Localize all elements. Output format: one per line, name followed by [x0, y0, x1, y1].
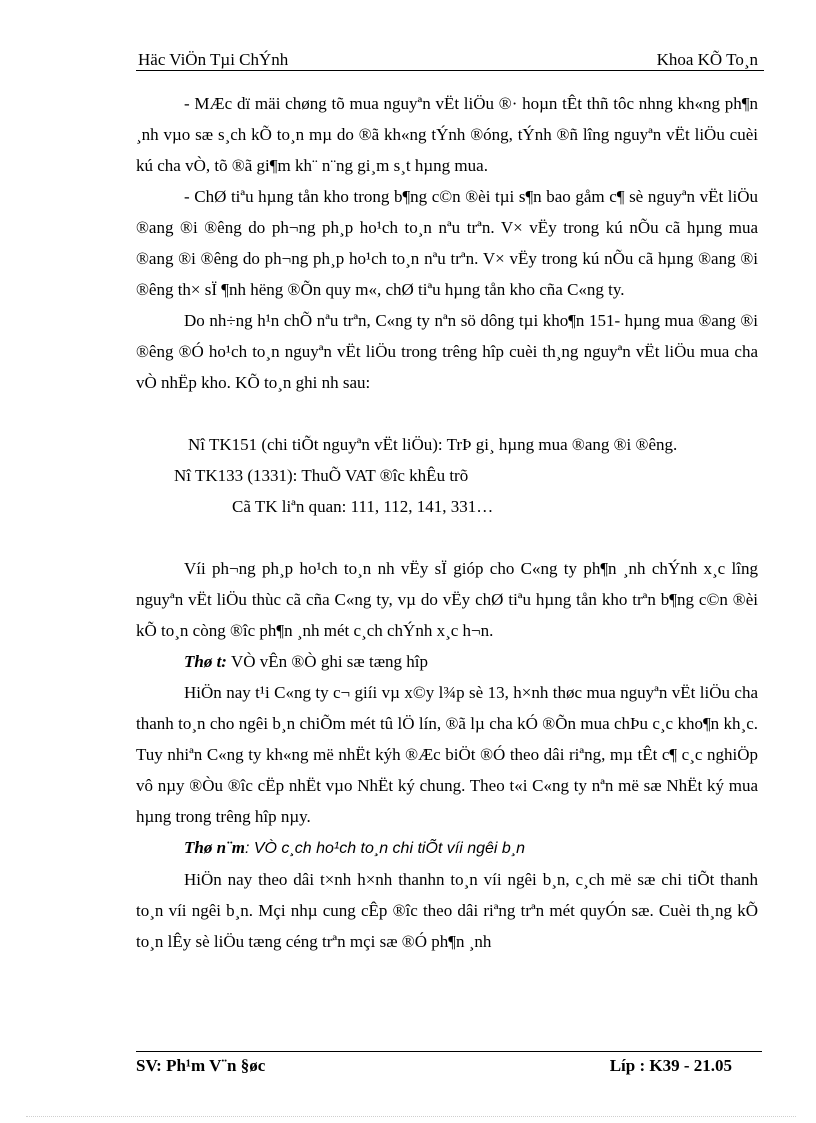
paragraph-1: - MÆc dï mäi chøng tõ mua nguyªn vËt liÖu ®· hoµn tÊt thñ tôc nhng kh«ng ph¶n ¸nh vµo sæ s¸ch kÕ to¸n mµ do ®ã kh«ng tÝnh ®óng, tÝnh ®ñ lîng nguyªn vËt liÖu cuèi kú cha vÒ, tõ ®ã gi¶m kh¨ n¨ng gi¸m s¸t hµng mua. — [136, 94, 758, 175]
section-heading-4 — [136, 646, 758, 677]
paragraph-5: HiÖn nay t¹i C«ng ty c¬ giíi vµ x©y l¾p sè 13, h×nh thøc mua nguyªn vËt liÖu cha thanh to¸n cho ngêi b¸n chiÕm mét tû lÖ lín, ®ã lµ cha kÓ ®Õn mua chÞu c¸c kho¶n kh¸c. Tuy nhiªn C«ng ty kh«ng më nhËt kýh ®Æc biÖt ®Ó theo dâi riªng, mµ tÊt c¶ c¸c nghiÖp vô nµy ®Òu ®îc cËp nhËt vµo NhËt ký chung. Theo t«i C«ng ty nªn më sæ NhËt ký mua hµng trong trêng hîp nµy. — [136, 683, 758, 826]
footer-divider — [136, 1051, 762, 1052]
page-header — [136, 46, 764, 72]
document-body — [136, 88, 758, 957]
paragraph-2: - ChØ tiªu hµng tån kho trong b¶ng c©n ®èi tµi s¶n bao gåm c¶ sè nguyªn vËt liÖu ®ang ®i ®êng do ph¬ng ph¸p ho¹ch to¸n nªu trªn. V× vËy trong kú nÕu cã hµng mua ®ang ®i ®êng do ph¬ng ph¸p ho¹ch to¸n nªu trªn. V× vËy trong kú nÕu cã hµng ®ang ®i ®êng th× sÏ ¶nh hëng ®Õn quy m«, chØ tiªu hµng tån kho cña C«ng ty. — [136, 187, 758, 299]
blank-line — [136, 398, 758, 429]
paragraph-4: Víi ph¬ng ph¸p ho¹ch to¸n nh vËy sÏ gióp cho C«ng ty ph¶n ¸nh chÝnh x¸c lîng nguyªn vËt liÖu thùc cã cña C«ng ty, vµ do vËy chØ tiªu hµng tån kho trªn b¶ng c©n ®èi kÕ to¸n còng ®îc ph¶n ¸nh mét c¸ch chÝnh x¸c h¬n. — [136, 559, 758, 640]
header-divider — [136, 70, 764, 71]
page-footer — [136, 1054, 762, 1080]
paragraph-3: Do nh÷ng h¹n chÕ nªu trªn, C«ng ty nªn sö dông tµi kho¶n 151- hµng mua ®ang ®i ®êng ®Ó ho¹ch to¸n nguyªn vËt liÖu trong trêng hîp cuèi th¸ng nguyªn vËt liÖu mua cha vÒ nhËp kho. KÕ to¸n ghi nh sau: — [136, 311, 758, 392]
section-heading-5-text: : VÒ c¸ch ho¹ch to¸n chi tiÕt víi ngêi b¸n — [244, 840, 526, 857]
paragraph-6: HiÖn nay theo dâi t×nh h×nh thanhn to¸n víi ngêi b¸n, c¸ch më sæ chi tiÕt thanh to¸n víi ngêi b¸n. Mçi nhµ cung cÊp ®îc theo dâi riªng trªn mét quyÓn sæ. Cuèi th¸ng kÕ to¸n lÊy sè liÖu tæng céng trªn mçi sæ ®Ó ph¶n ¸nh — [136, 870, 758, 951]
entry-credit: Cã TK liªn quan: 111, 112, 141, 331… — [232, 497, 494, 516]
section-heading-5 — [136, 832, 758, 864]
header-faculty: Khoa KÕ To¸n — [656, 50, 758, 69]
section-heading-5-label: Thø n¨m — [184, 838, 245, 857]
page-bottom-dotted-line — [26, 1116, 796, 1117]
blank-line — [136, 522, 758, 553]
section-heading-4-label: Thø t: — [184, 652, 227, 671]
entry-debit-151: Nî TK151 (chi tiÕt nguyªn vËt liÖu): TrÞ gi¸ hµng mua ®ang ®i ®êng. — [188, 435, 678, 454]
section-heading-4-text: VÒ vÊn ®Ò ghi sæ tæng hîp — [230, 652, 429, 671]
footer-student: SV: Ph¹m V¨n §øc — [136, 1056, 266, 1075]
entry-debit-133: Nî TK133 (1331): ThuÕ VAT ®îc khÊu trõ — [174, 466, 469, 485]
header-institution: Häc ViÖn Tµi ChÝnh — [138, 50, 289, 69]
footer-class: Líp : K39 - 21.05 — [609, 1056, 732, 1075]
